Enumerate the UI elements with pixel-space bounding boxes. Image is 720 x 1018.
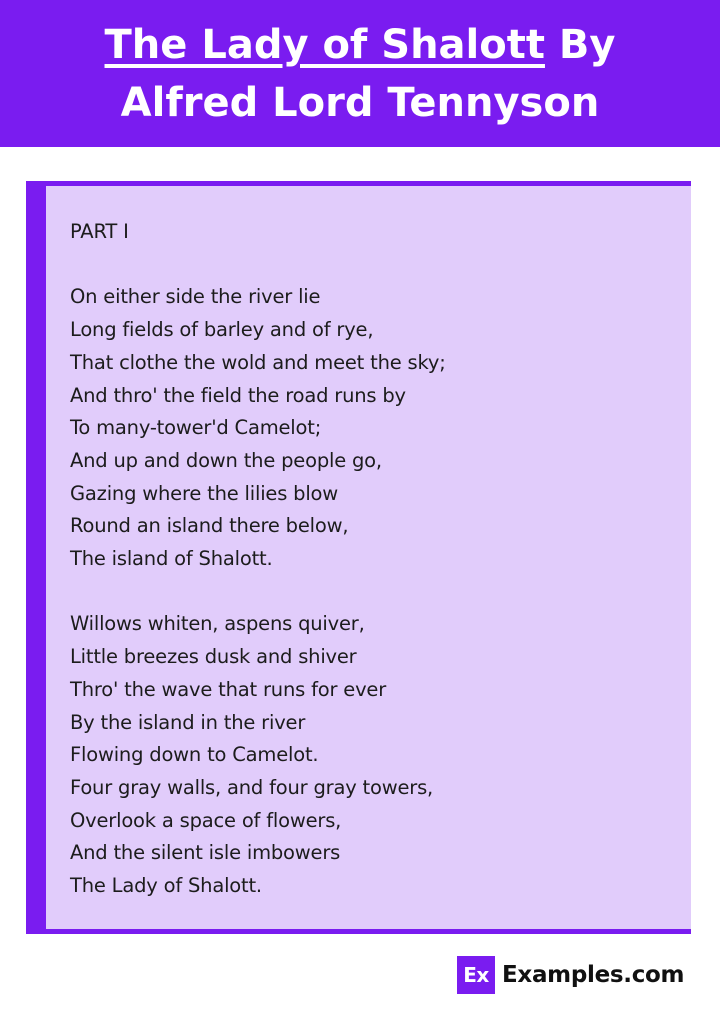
poem-line: Round an island there below, — [70, 514, 349, 538]
title-banner — [0, 0, 720, 147]
brand-footer[interactable] — [457, 956, 684, 994]
poem-line: And up and down the people go, — [70, 448, 382, 472]
poem-line: Flowing down to Camelot. — [70, 743, 319, 767]
poem-line: And thro' the field the road runs by — [70, 383, 406, 407]
page-title-author: Alfred Lord Tennyson — [120, 80, 600, 126]
part-label: PART I — [70, 220, 129, 243]
poem-line: Long fields of barley and of rye, — [70, 318, 374, 342]
poem-line: The island of Shalott. — [70, 547, 273, 571]
poem-line: That clothe the wold and meet the sky; — [70, 350, 446, 374]
title-link[interactable]: The Lady of Shalott — [104, 22, 545, 68]
brand-logo-icon: Ex — [457, 956, 495, 994]
poem-line: On either side the river lie — [70, 285, 321, 309]
poem-line: The Lady of Shalott. — [70, 874, 262, 898]
poem-card — [26, 181, 691, 934]
poem-line: Little breezes dusk and shiver — [70, 645, 357, 669]
poem-line: Willows whiten, aspens quiver, — [70, 612, 365, 636]
poem-line: Gazing where the lilies blow — [70, 481, 339, 505]
poem-line: To many-tower'd Camelot; — [70, 416, 322, 440]
title-suffix: By — [544, 22, 616, 68]
poem-line: Overlook a space of flowers, — [70, 808, 342, 832]
poem-line: Thro' the wave that runs for ever — [70, 677, 387, 701]
poem-line: And the silent isle imbowers — [70, 841, 341, 865]
page-title — [0, 16, 720, 74]
stanza-gap — [70, 576, 671, 609]
poem-line: By the island in the river — [70, 710, 306, 734]
poem-text — [70, 216, 671, 903]
stanza-gap — [70, 249, 671, 282]
poem-line: Four gray walls, and four gray towers, — [70, 775, 434, 799]
brand-name: Examples.com — [502, 962, 685, 988]
